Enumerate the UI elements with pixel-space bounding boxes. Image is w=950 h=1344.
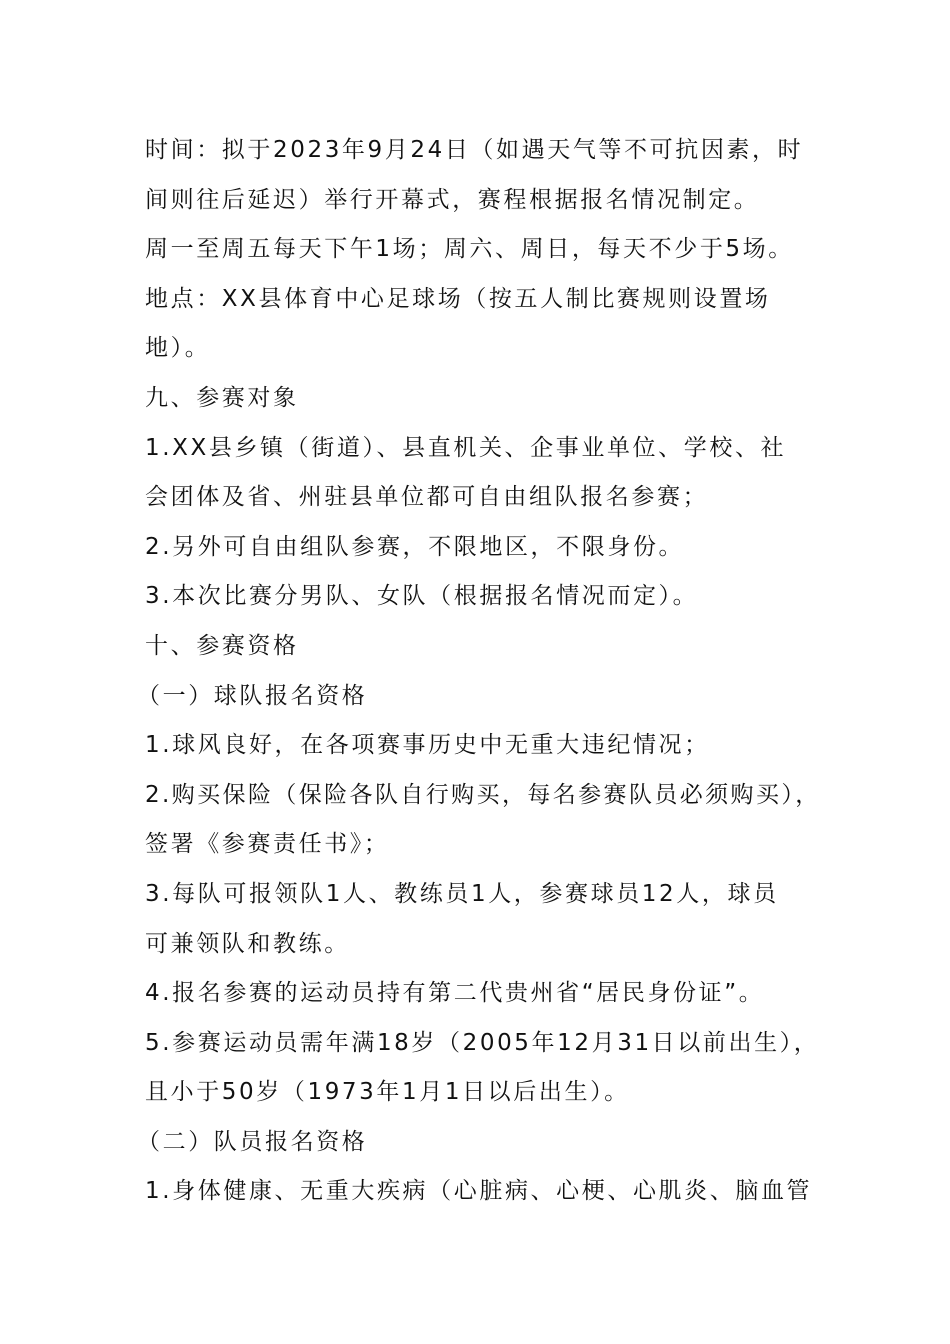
list-item-team-1: 1.球风良好，在各项赛事历史中无重大违纪情况； [145,732,710,759]
list-item-team-3-cont: 可兼领队和教练。 [145,930,350,957]
list-item-team-2-cont: 签署《参赛责任书》； [145,831,390,858]
list-item-participants-1-cont: 会团体及省、州驻县单位都可自由组队报名参赛； [145,484,709,511]
list-item-participants-1: 1.XX县乡镇（街道）、县直机关、企事业单位、学校、社 [145,434,787,461]
list-item-team-5-cont: 且小于50岁（1973年1月1日以后出生）。 [145,1079,630,1106]
section-heading-eligibility: 十、参赛资格 [145,632,299,659]
list-item-participants-2: 2.另外可自由组队参赛，不限地区，不限身份。 [145,533,685,560]
body-line-venue-cont: 地）。 [145,335,211,362]
body-line-schedule: 周一至周五每天下午1场；周六、周日，每天不少于5场。 [145,236,794,263]
list-item-team-5: 5.参赛运动员需年满18岁（2005年12月31日以前出生）， [145,1029,820,1056]
body-line-time: 时间：拟于2023年9月24日（如遇天气等不可抗因素，时 [145,137,804,163]
body-line-time-cont: 间则往后延迟）举行开幕式，赛程根据报名情况制定。 [145,186,760,213]
document-body [137,126,821,1217]
list-item-team-4: 4.报名参赛的运动员持有第二代贵州省“居民身份证”。 [145,980,765,1007]
list-item-player-1: 1.身体健康、无重大疾病（心脏病、心梗、心肌炎、脑血管 [145,1178,813,1205]
subheading-player-eligibility: （二）队员报名资格 [137,1128,368,1155]
body-line-venue: 地点：XX县体育中心足球场（按五人制比赛规则设置场 [145,285,771,312]
list-item-team-2: 2.购买保险（保险各队自行购买，每名参赛队员必须购买）， [145,781,821,808]
subheading-team-eligibility: （一）球队报名资格 [137,682,368,709]
list-item-team-3: 3.每队可报领队1人、教练员1人，参赛球员12人，球员 [145,880,779,907]
section-heading-participants: 九、参赛对象 [145,384,299,411]
list-item-participants-3: 3.本次比赛分男队、女队（根据报名情况而定）。 [145,583,699,610]
